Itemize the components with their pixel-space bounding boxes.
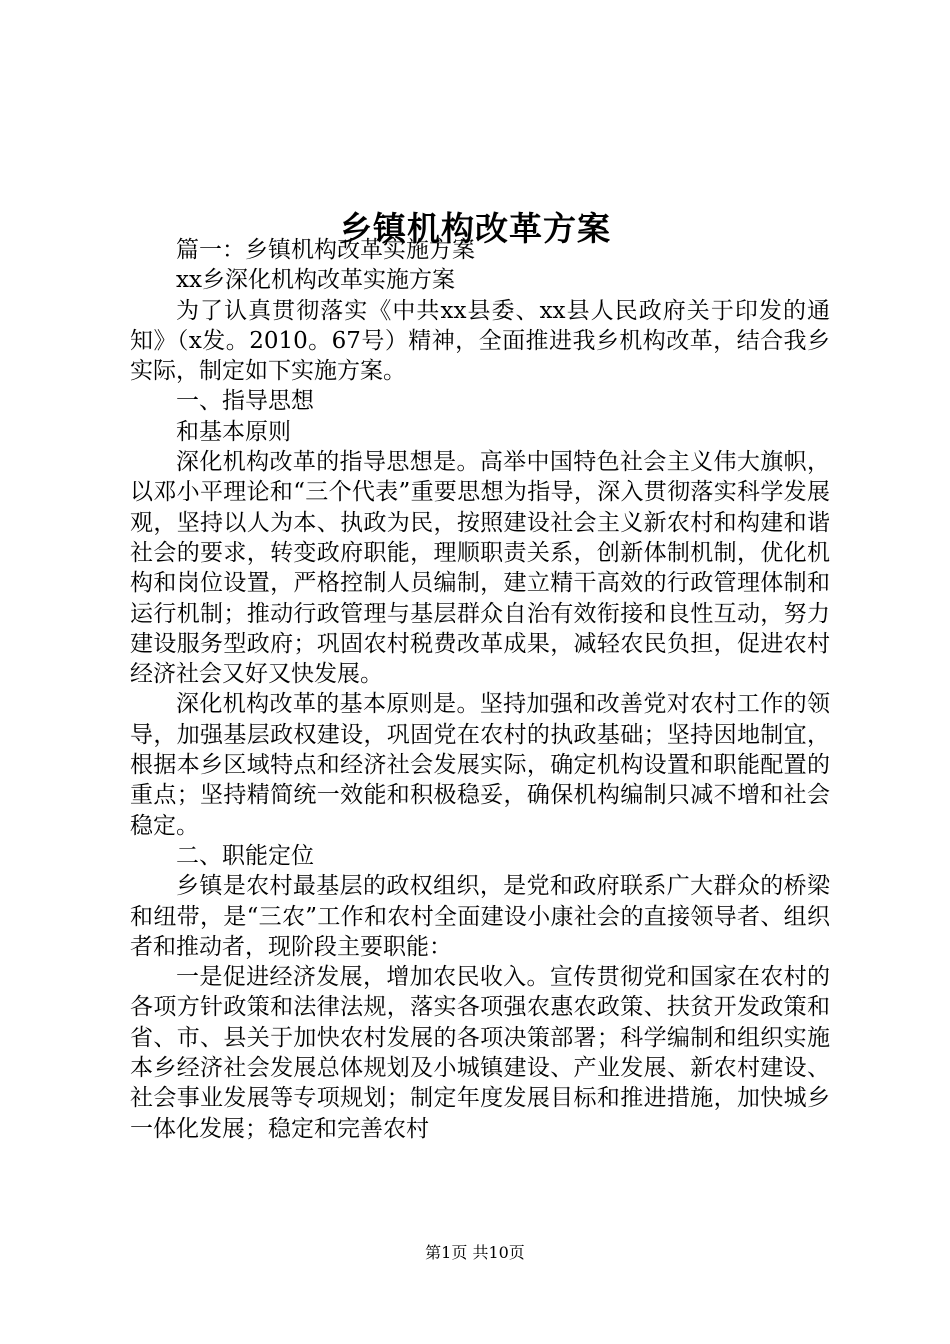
paragraph-guiding-thought: 深化机构改革的指导思想是。高举中国特色社会主义伟大旗帜，以邓小平理论和“三个代表”重要思想为指导，深入贯彻落实科学发展观，坚持以人为本、执政为民，按照建设社会主义新农村和构建和谐社会的要求，转变政府职能，理顺职责关系，创新体制机制，优化机构和岗位设置，严格控制人员编制，建立精干高效的行政管理体制和运行机制；推动行政管理与基层群众自治有效衔接和良性互动，努力建设服务型政府；巩固农村税费改革成果，减轻农民负担，促进农村经济社会又好又快发展。 (130, 449, 830, 688)
paragraph-intro: 为了认真贯彻落实《中共xx县委、xx县人民政府关于印发的通知》（x发。2010。67号）精神，全面推进我乡机构改革，结合我乡实际，制定如下实施方案。 (130, 297, 830, 385)
paragraph-plan-title: xx乡深化机构改革实施方案 (176, 267, 455, 294)
paragraph-function-positioning: 乡镇是农村最基层的政权组织，是党和政府联系广大群众的桥梁和纽带，是“三农”工作和农村全面建设小康社会的直接领导者、组织者和推动者，现阶段主要职能： (130, 873, 830, 960)
paragraph-economic-development: 一是促进经济发展，增加农民收入。宣传贯彻党和国家在农村的各项方针政策和法律法规，落实各项强农惠农政策、扶贫开发政策和省、市、县关于加快农村发展的各项决策部署；科学编制和组织实施本乡经济社会发展总体规划及小城镇建设、产业发展、新农村建设、社会事业发展等专项规划；制定年度发展目标和推进措施，加快城乡一体化发展；稳定和完善农村 (130, 964, 830, 1142)
document-body (130, 235, 830, 1144)
document-title: 乡镇机构改革方案 (339, 209, 611, 249)
heading-basic-principles: 和基本原则 (176, 418, 291, 445)
heading-function-positioning: 二、职能定位 (176, 842, 314, 869)
page-footer: 第1页 共10页 (425, 1243, 525, 1262)
heading-guiding-thought: 一、指导思想 (176, 388, 314, 415)
paragraph-section-heading: 篇一：乡镇机构改革实施方案 (176, 237, 475, 263)
paragraph-basic-principles: 深化机构改革的基本原则是。坚持加强和改善党对农村工作的领导，加强基层政权建设，巩固党在农村的执政基础；坚持因地制宜，根据本乡区域特点和经济社会发展实际，确定机构设置和职能配置的重点；坚持精简统一效能和积极稳妥，确保机构编制只减不增和社会稳定。 (130, 691, 830, 839)
